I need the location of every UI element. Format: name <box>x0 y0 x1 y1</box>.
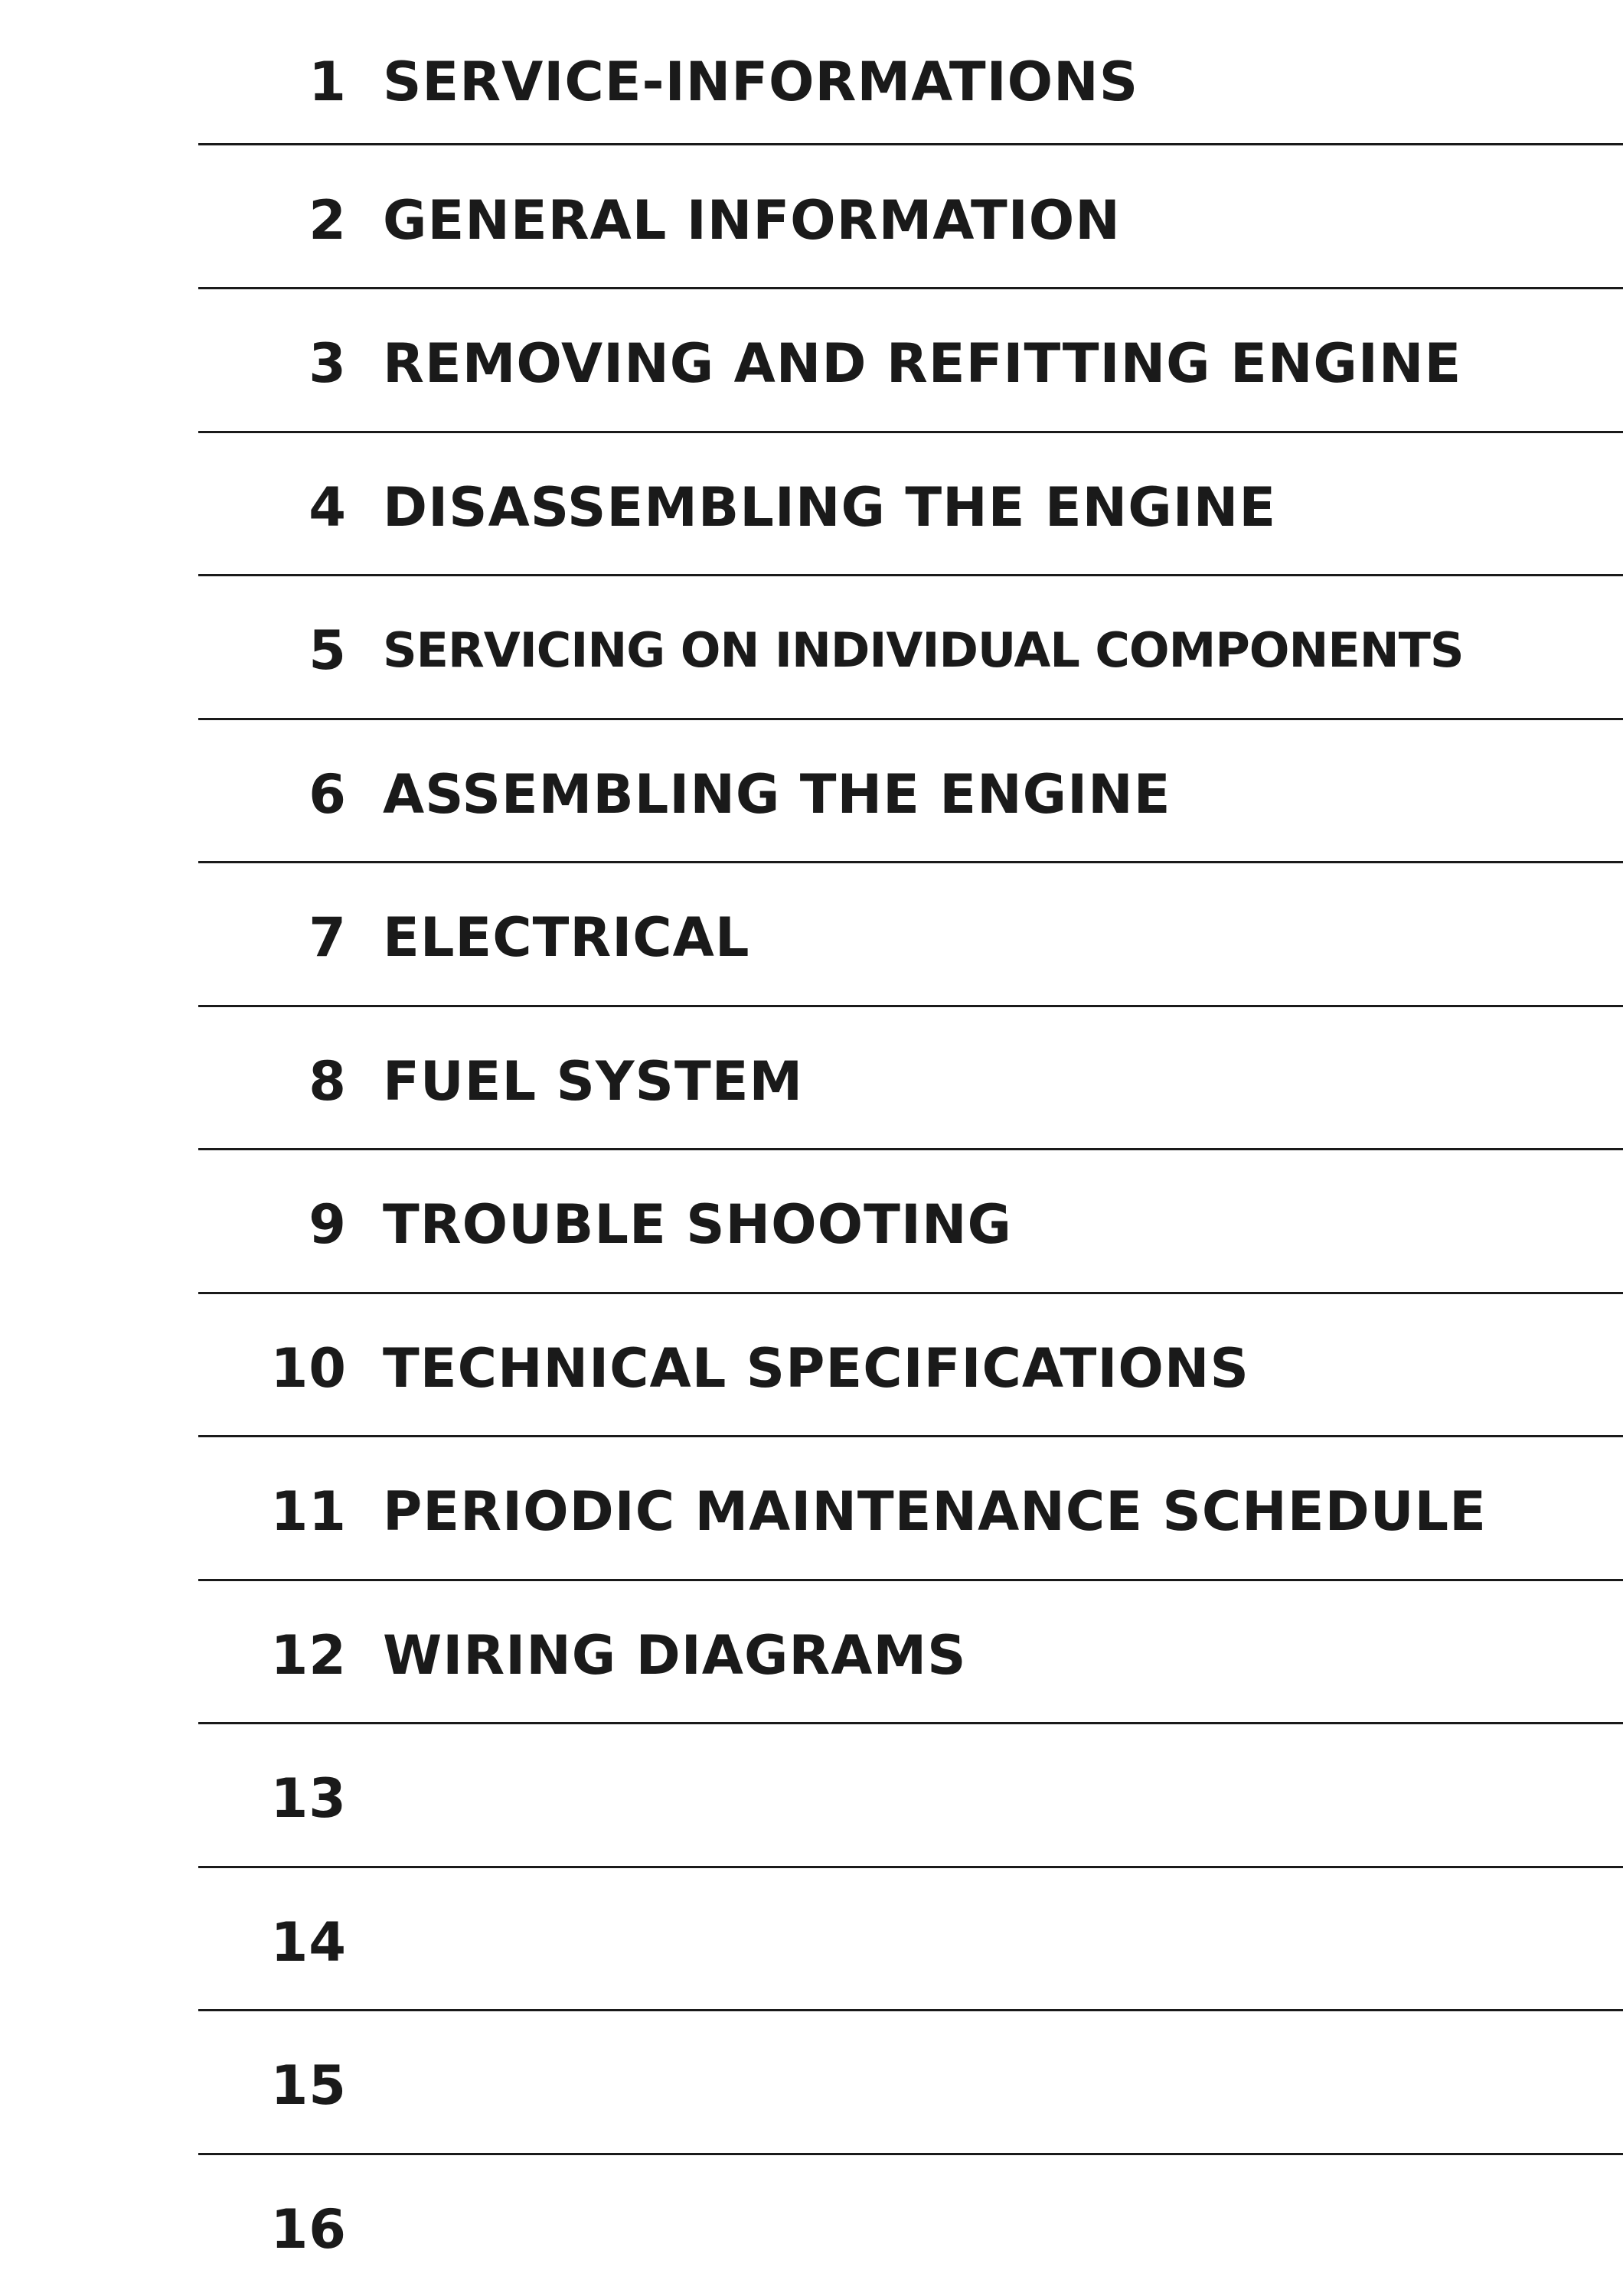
toc-entry-title: PERIODIC MAINTENANCE SCHEDULE <box>383 1480 1487 1543</box>
divider <box>198 861 1623 863</box>
divider <box>198 574 1623 576</box>
toc-entry-14[interactable] <box>0 1885 1623 2000</box>
toc-entry-number: 11 <box>270 1480 347 1543</box>
divider <box>198 2153 1623 2155</box>
toc-entry-12[interactable] <box>0 1598 1623 1713</box>
toc-entry-title: ELECTRICAL <box>383 906 750 969</box>
toc-entry-title: TROUBLE SHOOTING <box>383 1193 1012 1256</box>
toc-entry-title: TECHNICAL SPECIFICATIONS <box>383 1337 1249 1400</box>
divider <box>198 1722 1623 1724</box>
divider <box>198 143 1623 145</box>
divider <box>198 718 1623 720</box>
toc-entry-number: 5 <box>309 619 347 682</box>
divider <box>198 287 1623 289</box>
toc-entry-11[interactable] <box>0 1454 1623 1569</box>
toc-entry-6[interactable] <box>0 737 1623 852</box>
toc-entry-4[interactable] <box>0 450 1623 565</box>
toc-entry-15[interactable] <box>0 2028 1623 2143</box>
toc-entry-1[interactable] <box>0 24 1623 139</box>
toc-entry-8[interactable] <box>0 1024 1623 1139</box>
divider <box>198 1292 1623 1294</box>
toc-entry-title: SERVICING ON INDIVIDUAL COMPONENTS <box>383 622 1464 678</box>
toc-entry-title: GENERAL INFORMATION <box>383 189 1121 252</box>
divider <box>198 1005 1623 1007</box>
toc-entry-title: ASSEMBLING THE ENGINE <box>383 763 1171 826</box>
toc-entry-number: 10 <box>270 1337 347 1400</box>
divider <box>198 1435 1623 1437</box>
toc-entry-title: REMOVING AND REFITTING ENGINE <box>383 332 1462 395</box>
toc-entry-number: 7 <box>309 906 347 969</box>
toc-entry-number: 8 <box>309 1050 347 1113</box>
toc-entry-10[interactable] <box>0 1311 1623 1426</box>
toc-entry-title: DISASSEMBLING THE ENGINE <box>383 476 1277 539</box>
toc-entry-number: 2 <box>309 189 347 252</box>
toc-entry-16[interactable] <box>0 2172 1623 2287</box>
toc-entry-2[interactable] <box>0 163 1623 278</box>
toc-entry-number: 13 <box>270 1767 347 1830</box>
toc-entry-number: 16 <box>270 2198 347 2261</box>
toc-entry-5[interactable] <box>0 593 1623 708</box>
toc-entry-3[interactable] <box>0 306 1623 421</box>
divider <box>198 1866 1623 1868</box>
divider <box>198 431 1623 433</box>
toc-entry-title: FUEL SYSTEM <box>383 1050 804 1113</box>
toc-entry-number: 4 <box>309 476 347 539</box>
divider <box>198 2009 1623 2011</box>
toc-entry-number: 3 <box>309 332 347 395</box>
toc-entry-title: WIRING DIAGRAMS <box>383 1624 967 1687</box>
toc-entry-number: 14 <box>270 1911 347 1974</box>
divider <box>198 1148 1623 1150</box>
toc-entry-9[interactable] <box>0 1167 1623 1282</box>
toc-entry-13[interactable] <box>0 1741 1623 1856</box>
toc-entry-title: SERVICE-INFORMATIONS <box>383 51 1139 113</box>
toc-entry-7[interactable] <box>0 880 1623 995</box>
toc-entry-number: 1 <box>309 51 347 113</box>
toc-entry-number: 12 <box>270 1624 347 1687</box>
divider <box>198 1579 1623 1581</box>
toc-entry-number: 15 <box>270 2054 347 2117</box>
toc-entry-number: 9 <box>309 1193 347 1256</box>
toc-entry-number: 6 <box>309 763 347 826</box>
